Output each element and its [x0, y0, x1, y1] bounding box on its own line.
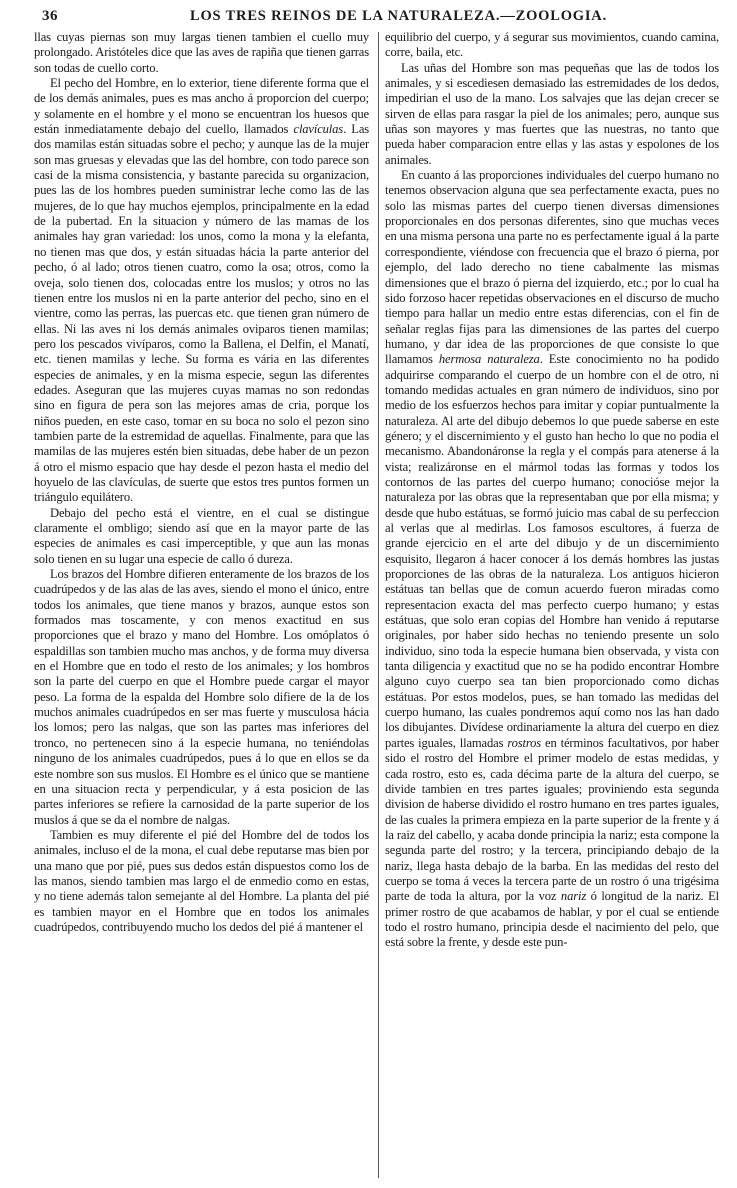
- text-run: en términos facultativos, por haber sido el rostro del Hombre el primer modelo de estas medidas, y cada rostro, esto es, cada décima parte de la altura del cuerpo, se divide tambien en tres partes iguales; proviniendo esta segunda division de haberse dividido el rostro humano en tres partes iguales, de las cuales la primera empieza en la parte superior de la frente y á la raiz del cabello, y acaba donde principia la nariz; esta compone la segunda parte del rostro; y la tercera, principiando debajo de la nariz, llega hasta debajo de la barba. En las medidas del resto del cuerpo se toma á veces la tercera parte de un rostro ó una trigésima parte de toda la altura, por la voz: [385, 735, 719, 904]
- running-title: LOS TRES REINOS DE LA NATURALEZA.—ZOOLOGIA.: [190, 8, 607, 24]
- left-column: [34, 30, 369, 1180]
- italic-term: hermosa naturaleza: [438, 352, 540, 367]
- right-column: [385, 30, 719, 1180]
- paragraph: Las uñas del Hombre son mas pequeñas que las de todos los animales, y si escediesen demasiado las estremidades de los dedos, impedirian el uso de la mano. Los salvajes que las dejan crecer se sirven de ellas para rasgar la piel de los animales; pero, aunque sus uñas son mayores y mas fuertes que las nuestras, no tanto que pueda haber comparacion entre ellas y las astas y espolones de los animales.: [385, 60, 719, 167]
- text-run: El pecho del Hombre, en lo exterior, tiene diferente forma que el de los demás animales, pues es mas ancho á proporcion del cuerpo; y solamente en el hombre y el mono se encuentran los huesos que están inmediatamente debajo del cuello, llamados: [34, 76, 369, 137]
- paragraph: Debajo del pecho está el vientre, en el cual se distingue claramente el ombligo; siendo así que en la mayor parte de las especies de animales es casi imperceptible, y que aun las monas solo tienen en su lugar una especie de callo ó dureza.: [34, 505, 369, 566]
- page-number: 36: [42, 8, 58, 24]
- italic-term: nariz: [560, 889, 587, 904]
- text-run: En cuanto á las proporciones individuales del cuerpo humano no tenemos observacion alguna que sea perfectamente exacta, pues no solo las mismas partes del cuerpo tienen diversas dimensiones proporcionales en dos personas diferentes, sino que muchas veces en una misma persona una parte no es perfectamente igual á la parte correspondiente, viéndose con frecuencia que el brazo ó pierna, por ejemplo, del lado derecho no tiene cabalmente las mismas dimensiones que el brazo ó pierna del izquierdo, etc.; por lo cual ha sido forzoso hacer repetidas observaciones en el discurso de mucho tiempo para hallar un medio entre estas diferencias, con el fin de señalar reglas fijas para las dimensiones de las partes del cuerpo humano, y dar idea de las proporciones de que consiste lo que llamamos: [385, 168, 719, 367]
- page-header: [20, 6, 720, 30]
- text-run: . Las dos mamilas están situadas sobre el pecho; y aunque las de la mujer son mas gruesas y elevadas que las del hombre, con todo parece son casi de la misma consistencia, y bastante parecida su organizacion, pues las de los hombres pueden suministrar leche como las de las mujeres, de lo que hay muchos ejemplos, principalmente en la edad de la pubertad. En la situacion y número de las mamas de los animales hay gran variedad: los unos, como la mona y la elefanta, no tienen mas que dos, y están situadas hácia la parte anterior del pecho, ó al lado; otros tienen cuatro, como la osa; otros, como la oveja, solo tienen dos, colocadas entre los muslos; y otros no las tienen entre los muslos ni en la parte anterior del pecho, sino en el vientre, como las perras, las puercas etc. que tienen gran número de ellas. Ni las aves ni los demás animales oviparos tienen mamilas; pero los pescados vivíparos, como la Ballena, el Delfin, el Manatí, etc. tienen mamilas y leche. Su forma es vária en las diferentes especies de animales, y en la misma especie, segun las diferentes edades. Aseguran que las mujeres cuyas mamas no son redondas sino en figura de pera son las mejores amas de cria, porque los niños pueden, en este caso, tomar en su boca no solo el pezon sino tambien parte de la estremidad de aquellas. Finalmente, para que las mamilas de las mujeres estén bien situadas, debe haber de un pezon á otro el mismo espacio que hay desde el pezon hasta el medio del hoyuelo de las clavículas, de suerte que estos tres puntos formen un triángulo equilátero.: [34, 122, 369, 505]
- paragraph: [385, 168, 719, 951]
- italic-term: rostros: [507, 735, 542, 750]
- paragraph: Tambien es muy diferente el pié del Hombre del de todos los animales, incluso el de la mona, el cual debe reputarse mas bien por una mano que por pié, pues sus dedos están dispuestos como los de las manos, siendo tambien mas largo el de enmedio como en estas, y no tiene además talon semejante al del Hombre. La planta del pié es tambien mayor en el Hombre que en todos los animales cuadrúpedos, contribuyendo mucho los dedos del pié á mantener el: [34, 827, 369, 934]
- paragraph: equilibrio del cuerpo, y á segurar sus movimientos, cuando camina, corre, baila, etc.: [385, 30, 719, 60]
- text-run: ó longitud de la nariz. El primer rostro de que acabamos de hablar, y por el cual se entiende todo el rostro humano, principia desde el nacimiento del pelo, que está sobre la frente, y desde este pun-: [385, 889, 719, 950]
- paragraph: Los brazos del Hombre difieren enteramente de los brazos de los cuadrúpedos y de las alas de las aves, siendo el mono el único, entre todos los animales, que tiene manos y brazos, aunque estos son formados mas toscamente, y con menos exactitud en sus proporciones que el brazo y mano del Hombre. Los omóplatos ó espaldillas son tambien mucho mas anchos, y de forma muy diversa en el Hombre que en todo el resto de los animales; y los hombros son la parte del cuerpo en que el Hombre puede cargar el mayor peso. La forma de la espalda del Hombre solo difiere de la de los muchos animales cuadrúpedos en ser mas fuerte y musculosa hácia los lomos; pero las nalgas, que son las partes mas inferiores del tronco, no pertenecen sino á la especie humana, no teniéndolas ninguno de los animales cuadrúpedos, pues á lo que en ellos se da este nombre son sus muslos. El Hombre es el único que se mantiene en una situacion recta y perpendicular, y á esta posicion de las partes inferiores se refiere la carnosidad de la parte superior de los muslos á que se da el nombre de nalgas.: [34, 567, 369, 827]
- italic-term: clavículas: [293, 122, 344, 137]
- paragraph: [34, 76, 369, 506]
- column-divider: [378, 32, 379, 1178]
- paragraph: llas cuyas piernas son muy largas tienen tambien el cuello muy prolongado. Aristóteles dice que las aves de rapiña que tienen garras son todas de cuello corto.: [34, 30, 369, 75]
- text-run: . Este conocimiento no ha podido adquirirse comparando el cuerpo de un hombre con el de otro, ni tomando medidas actuales en gran número de individuos, sino por medio de los esfuerzos hechos para imitar y copiar puntualmente la naturaleza. Al arte del dibujo debemos lo que puede saberse en este género; y el discernimiento y el gusto han hecho lo que no podia el mecanismo. Abandonáronse la regla y el compás para atenerse á la vista; realizáronse en el mármol todas las formas y todos los contornos de las partes del cuerpo humano; conocióse mejor la naturaleza por las obras que la representaban que por ella misma; y desde que hubo estátuas, se formó juicio mas cabal de su perfeccion al verlas que al medirlas. Los famosos escultores, á fuerza de grande ejercicio en el arte del dibujo y de un discernimiento esquisito, llegaron á hacer conocer á los demás hombres las justas proporciones de las obras de la naturaleza. Los antiguos hicieron estátuas tan bellas que de comun acuerdo fueron miradas como representacion exacta del mas perfecto cuerpo humano; y estas estátuas, que solo eran copias del Hombre han venido á reputarse originales, por haber sido hechas no teniendo presente un solo individuo, sino toda la especie humana bien observada, y vista con tanta diligencia y exactitud que no se ha podido encontrar Hombre alguno cuyo cuerpo sea tan bien proporcionado como dichas estátuas. Por estos modelos, pues, se han tomado las medidas del cuerpo humano, las cuales pondremos aquí como nos las han dado los dibujantes. Divídese ordinariamente la altura del cuerpo en diez partes iguales, llamadas: [385, 352, 719, 750]
